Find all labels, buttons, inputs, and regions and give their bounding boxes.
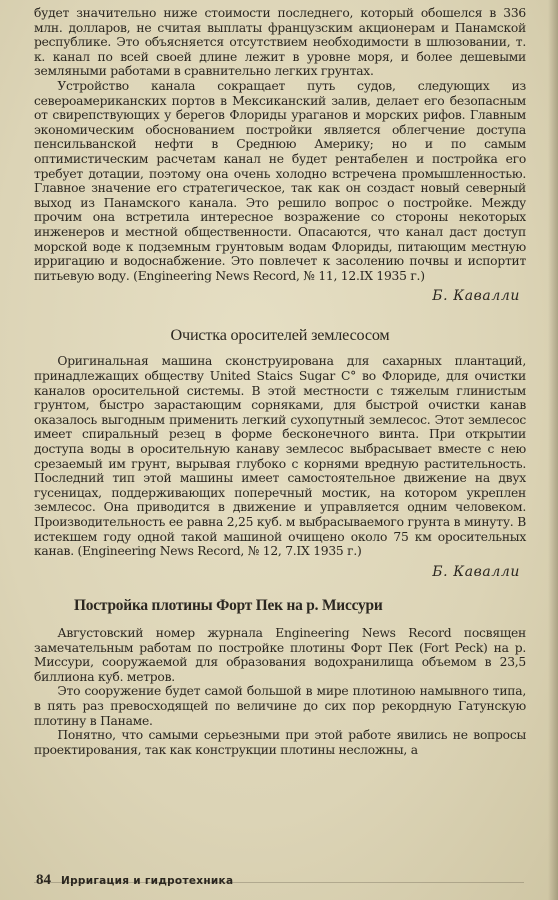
author-signature: Б. Кавалли bbox=[432, 288, 520, 305]
paragraph-fort-peck-2: Это сооружение будет самой большой в мире плотиною намывного типа, в пять раз превосходящей по величине до сих пор рекордную Гатунскую плотину в Панаме. bbox=[34, 684, 526, 728]
paragraph-fort-peck-1: Августовский номер журнала Engineering News Record посвящен замечательным работам по постройке плотины Форт Пек (Fort Peck) на р. Миссури, сооружаемой для образования водохранилища объемом в 23,5 биллиона куб. метров. bbox=[34, 625, 526, 684]
paragraph-dredger: Оригинальная машина сконструирована для сахарных плантаций, принадлежащих обществу United Staics Sugar C° во Флориде, для очистки каналов оросительной системы. В этой местности с тяжелым глинистым грунтом, быстро зарастающим сорняками, для быстрой очистки канав оказалось выгодным применить легкий сухопутный землесос. Этот землесос имеет спиральный резец в форме бесконечного винта. При открытии доступа воды в оросительную канаву землесос выбрасывает вместе с нею срезаемый им грунт, вырывая глубоко с корнями вредную растительность. Последний тип этой машины имеет самостоятельное движение на двух гусеницах, поддерживающих поперечный мостик, на котором укреплен землесос. Она приводится в движение и управляется одним человеком. Производительность ее равна 2,25 куб. м выбрасываемого грунта в минуту. В истекшем году одной такой машиной очищено около 75 км оросительных канав. (Engineering News Record, № 12, 7.IX 1935 г.) bbox=[34, 354, 526, 559]
section-heading-dredger: Очистка оросителей землесосом bbox=[170, 325, 390, 344]
journal-title: Ирригация и гидротехника bbox=[61, 875, 234, 887]
page-footer bbox=[36, 872, 516, 889]
paragraph-continuation: будет значительно ниже стоимости последнего, который обошелся в 336 млн. долларов, не считая выплаты французским акционерам и Панамской республике. Это объясняется отсутствием необходимости в шлюзовании, т. к. канал по всей своей длине лежит в уровне моря, и более дешевыми земляными работами в сравнительно легких грунтах. bbox=[34, 6, 526, 79]
page-number: 84 bbox=[36, 872, 51, 888]
paragraph-canal: Устройство канала сокращает путь судов, следующих из североамериканских портов в Мексиканский залив, делает его безопасным от свирепствующих у берегов Флориды ураганов и морских рифов. Главным экономическим обоснованием постройки является облегчение доступа пенсильванской нефти в Среднюю Америку; но и по самым оптимистическим расчетам канал не будет рентабелен и постройка его требует дотации, поэтому она очень холодно встречена промышленностью. Главное значение его стратегическое, так как он создаст новый северный выход из Панамского канала. Это решило вопрос о постройке. Между прочим она встретила интересное возражение со стороны некоторых инженеров и местной общественности. Опасаются, что канал даст доступ морской воде к подземным грунтовым водам Флориды, питающим местную ирригацию и водоснабжение. Это повлечет к засолению почвы и испортит питьевую воду. (Engineering News Record, № 11, 12.IX 1935 г.) bbox=[34, 78, 526, 283]
page-edge-shadow bbox=[548, 0, 558, 900]
paragraph-fort-peck-3: Понятно, что самыми серьезными при этой работе явились не вопросы проектирования, так как конструкции плотины несложны, а bbox=[34, 728, 526, 757]
article-body bbox=[34, 6, 526, 757]
author-signature: Б. Кавалли bbox=[432, 563, 520, 580]
section-heading-fort-peck: Постройка плотины Форт Пек на р. Миссури bbox=[74, 597, 383, 615]
